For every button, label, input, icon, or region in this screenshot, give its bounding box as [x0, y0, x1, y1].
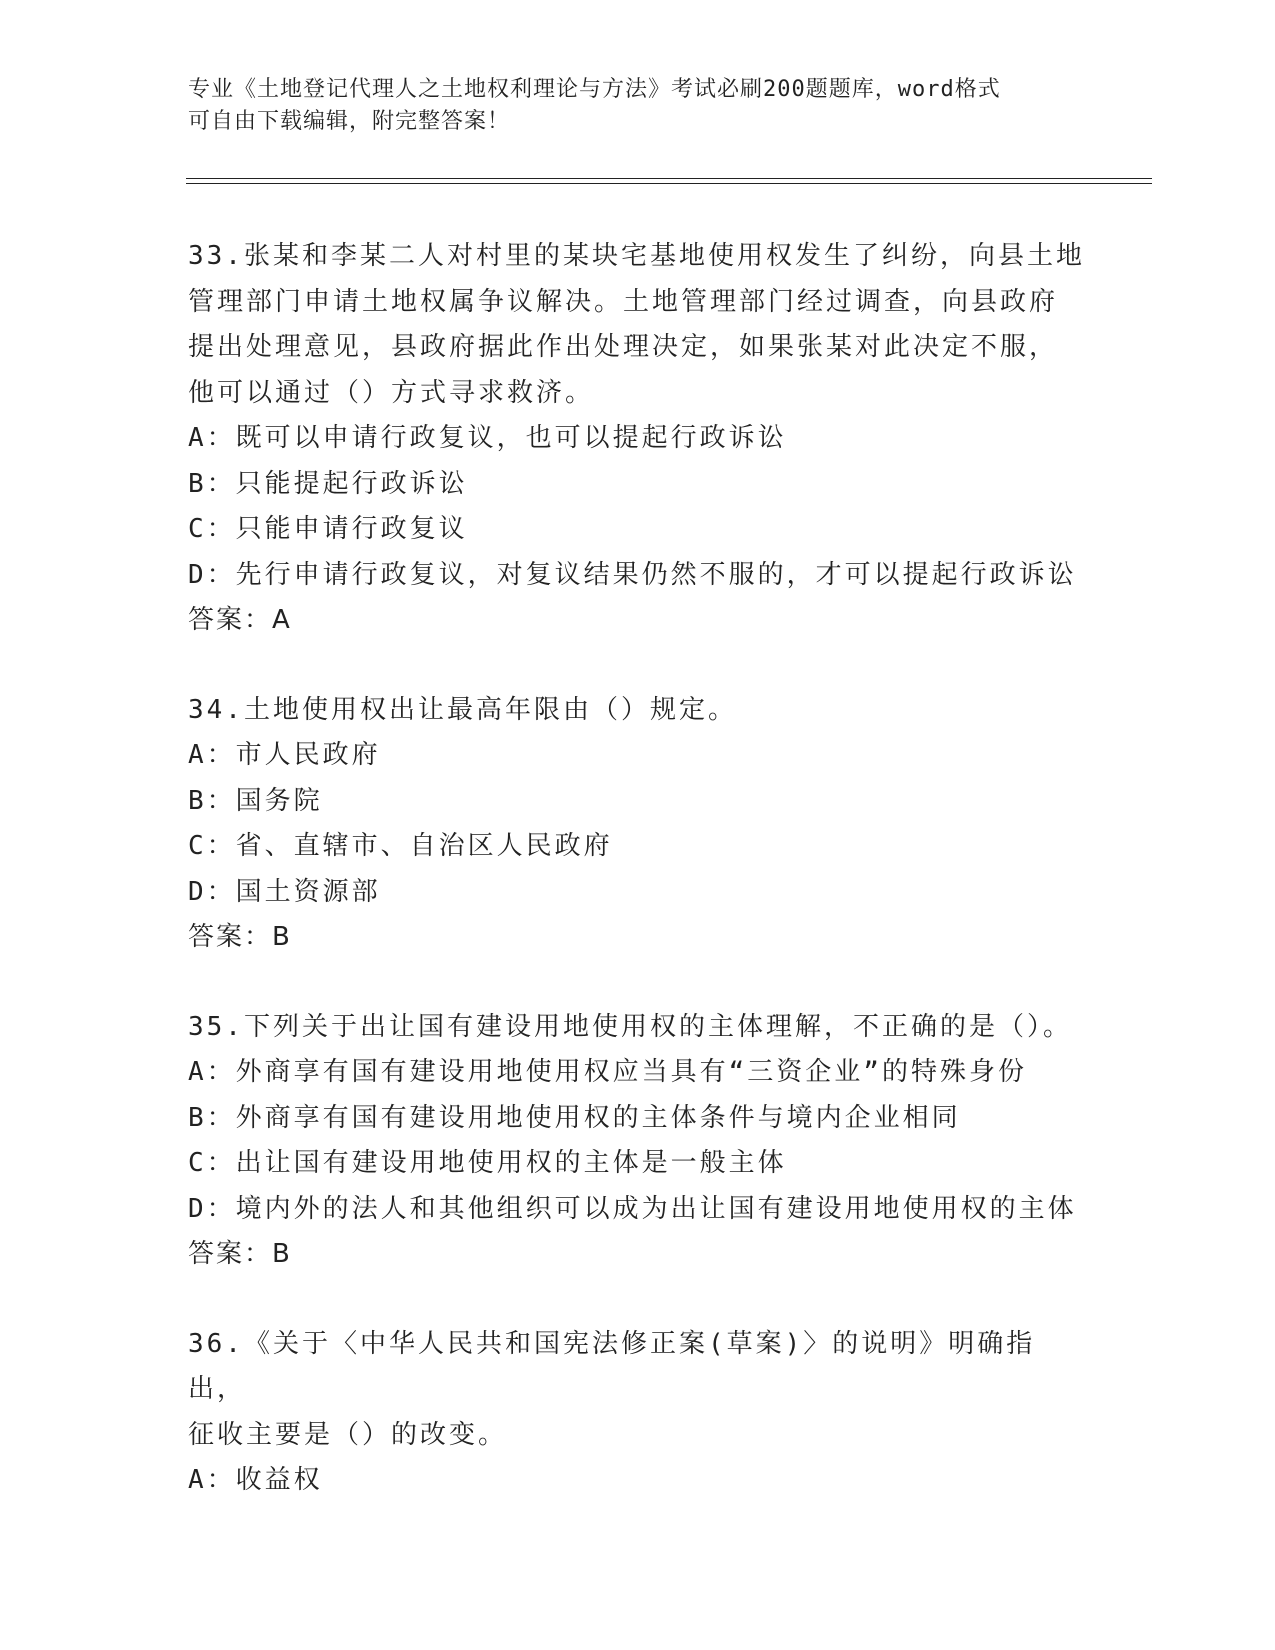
option-a: A：收益权 — [188, 1465, 323, 1495]
question-stem: 提出处理意见，县政府据此作出处理决定，如果张某对此决定不服， — [188, 332, 1059, 362]
option-c: C：只能申请行政复议 — [188, 514, 468, 544]
option-a: A：市人民政府 — [188, 740, 381, 770]
option-b: B：只能提起行政诉讼 — [188, 468, 468, 499]
header-line-1: 专业《土地登记代理人之土地权利理论与方法》考试必刷200题题库，word格式 — [188, 77, 1001, 102]
option-c: C：省、直辖市、自治区人民政府 — [188, 831, 613, 861]
question-35 — [188, 1005, 1088, 1278]
answer: 答案：A — [188, 605, 292, 635]
option-a: A：既可以申请行政复议，也可以提起行政诉讼 — [188, 423, 787, 453]
question-stem: 他可以通过（）方式寻求救济。 — [188, 377, 595, 408]
answer: 答案：B — [188, 922, 292, 952]
question-stem: 35.下列关于出让国有建设用地使用权的主体理解，不正确的是（）。 — [188, 1011, 1072, 1042]
option-b: B：外商享有国有建设用地使用权的主体条件与境内企业相同 — [188, 1102, 961, 1133]
option-d: D：国土资源部 — [188, 876, 381, 907]
question-stem: 34.土地使用权出让最高年限由（）规定。 — [188, 694, 737, 725]
question-list — [188, 234, 1088, 1548]
question-stem: 征收主要是（）的改变。 — [188, 1419, 508, 1450]
option-d: D：先行申请行政复议，对复议结果仍然不服的，才可以提起行政诉讼 — [188, 559, 1077, 590]
question-33 — [188, 234, 1088, 644]
option-b: B：国务院 — [188, 785, 323, 816]
question-stem: 36.《关于〈中华人民共和国宪法修正案(草案)〉的说明》明确指出， — [188, 1328, 1036, 1404]
header-line-2: 可自由下载编辑，附完整答案！ — [188, 109, 511, 134]
option-d: D：境内外的法人和其他组织可以成为出让国有建设用地使用权的主体 — [188, 1193, 1077, 1224]
question-34 — [188, 688, 1088, 961]
option-a: A：外商享有国有建设用地使用权应当具有“三资企业”的特殊身份 — [188, 1057, 1027, 1087]
option-c: C：出让国有建设用地使用权的主体是一般主体 — [188, 1148, 787, 1178]
document-header — [188, 74, 1088, 138]
question-stem: 管理部门申请土地权属争议解决。土地管理部门经过调查，向县政府 — [188, 286, 1059, 317]
header-divider-top — [186, 178, 1152, 179]
question-36 — [188, 1322, 1088, 1504]
question-stem: 33.张某和李某二人对村里的某块宅基地使用权发生了纠纷，向县土地 — [188, 241, 1085, 271]
answer: 答案：B — [188, 1239, 292, 1269]
header-divider-bottom — [186, 183, 1152, 184]
